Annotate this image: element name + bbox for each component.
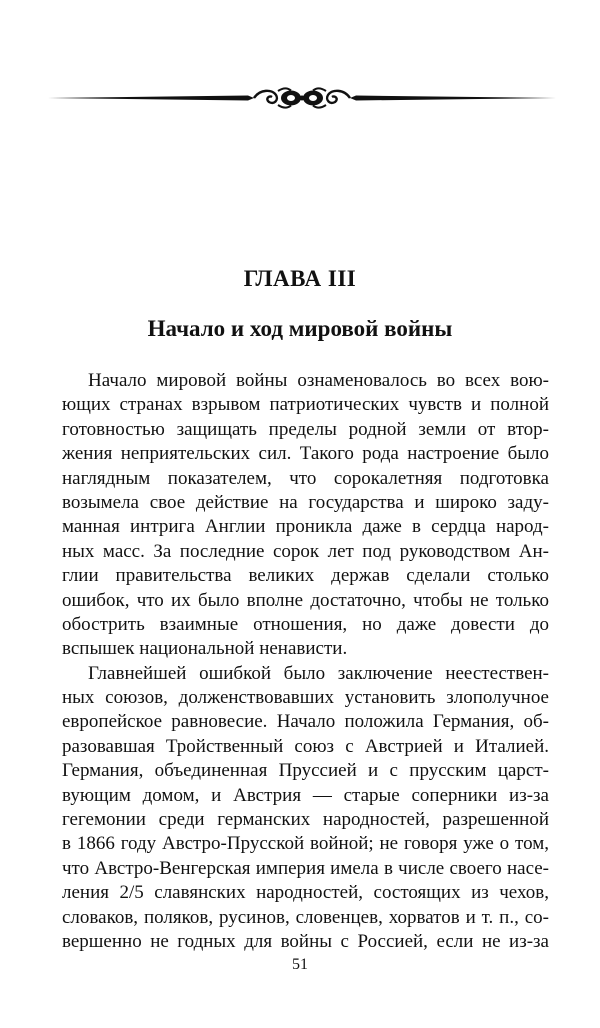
text-line: словаков, поляков, русинов, словенцев, хорватов и т. п., со- — [62, 906, 549, 928]
text-line: готовностью защищать пределы родной земли от втор- — [62, 418, 549, 440]
text-line: ных союзов, долженствовавших установить злополучное — [62, 687, 549, 709]
text-line: ления 2/5 славянских народностей, состоящих из чехов, — [62, 882, 549, 904]
text-line: вспышек национальной ненависти. — [62, 638, 348, 660]
ornamental-divider-icon — [48, 86, 556, 110]
text-line: что Австро-Венгерская империя имела в числе своего насе- — [62, 857, 549, 879]
text-line: наглядным показателем, что сорокалетняя подготовка — [62, 467, 549, 489]
text-line: Главнейшей ошибкой было заключение неестествен- — [88, 662, 549, 684]
chapter-title: Начало и ход мировой войны — [147, 316, 453, 341]
text-line: Германия, объединенная Пруссией и с прусским царст- — [62, 760, 549, 782]
paragraph — [62, 369, 549, 662]
body-text — [62, 369, 549, 954]
text-line: обострить взаимные отношения, но даже довести до — [62, 613, 549, 635]
text-line: гегемонии среди германских народностей, разрешенной — [62, 809, 549, 831]
text-line: жения неприятельских сил. Такого рода настроение было — [62, 443, 549, 465]
text-line: возымела свое действие на государства и широко заду- — [62, 491, 549, 513]
text-line: вершенно не годных для войны с Россией, если не из-за — [62, 930, 549, 952]
text-line: ных масс. За последние сорок лет под руководством Ан- — [62, 540, 549, 562]
text-line: манная интрига Англии проникла даже в сердца народ- — [62, 516, 549, 538]
text-line: разовавшая Тройственный союз с Австрией и Италией. — [62, 735, 549, 757]
page-number: 51 — [292, 956, 308, 973]
chapter-label: ГЛАВА III — [243, 266, 357, 291]
text-line: ющих странах взрывом патриотических чувств и полной — [62, 394, 549, 416]
text-line: в 1866 году Австро-Прусской войной; не говоря уже о том, — [62, 833, 549, 855]
text-line: европейское равновесие. Начало положила Германия, об- — [62, 711, 549, 733]
text-line: глии правительства великих держав сделали столько — [62, 565, 549, 587]
paragraph — [62, 662, 549, 955]
text-line: Начало мировой войны ознаменовалось во всех вою- — [88, 370, 549, 391]
text-line: вующим домом, и Австрия — старые соперники из-за — [62, 784, 549, 806]
text-line: ошибок, что их было вполне достаточно, чтобы не только — [62, 589, 549, 611]
